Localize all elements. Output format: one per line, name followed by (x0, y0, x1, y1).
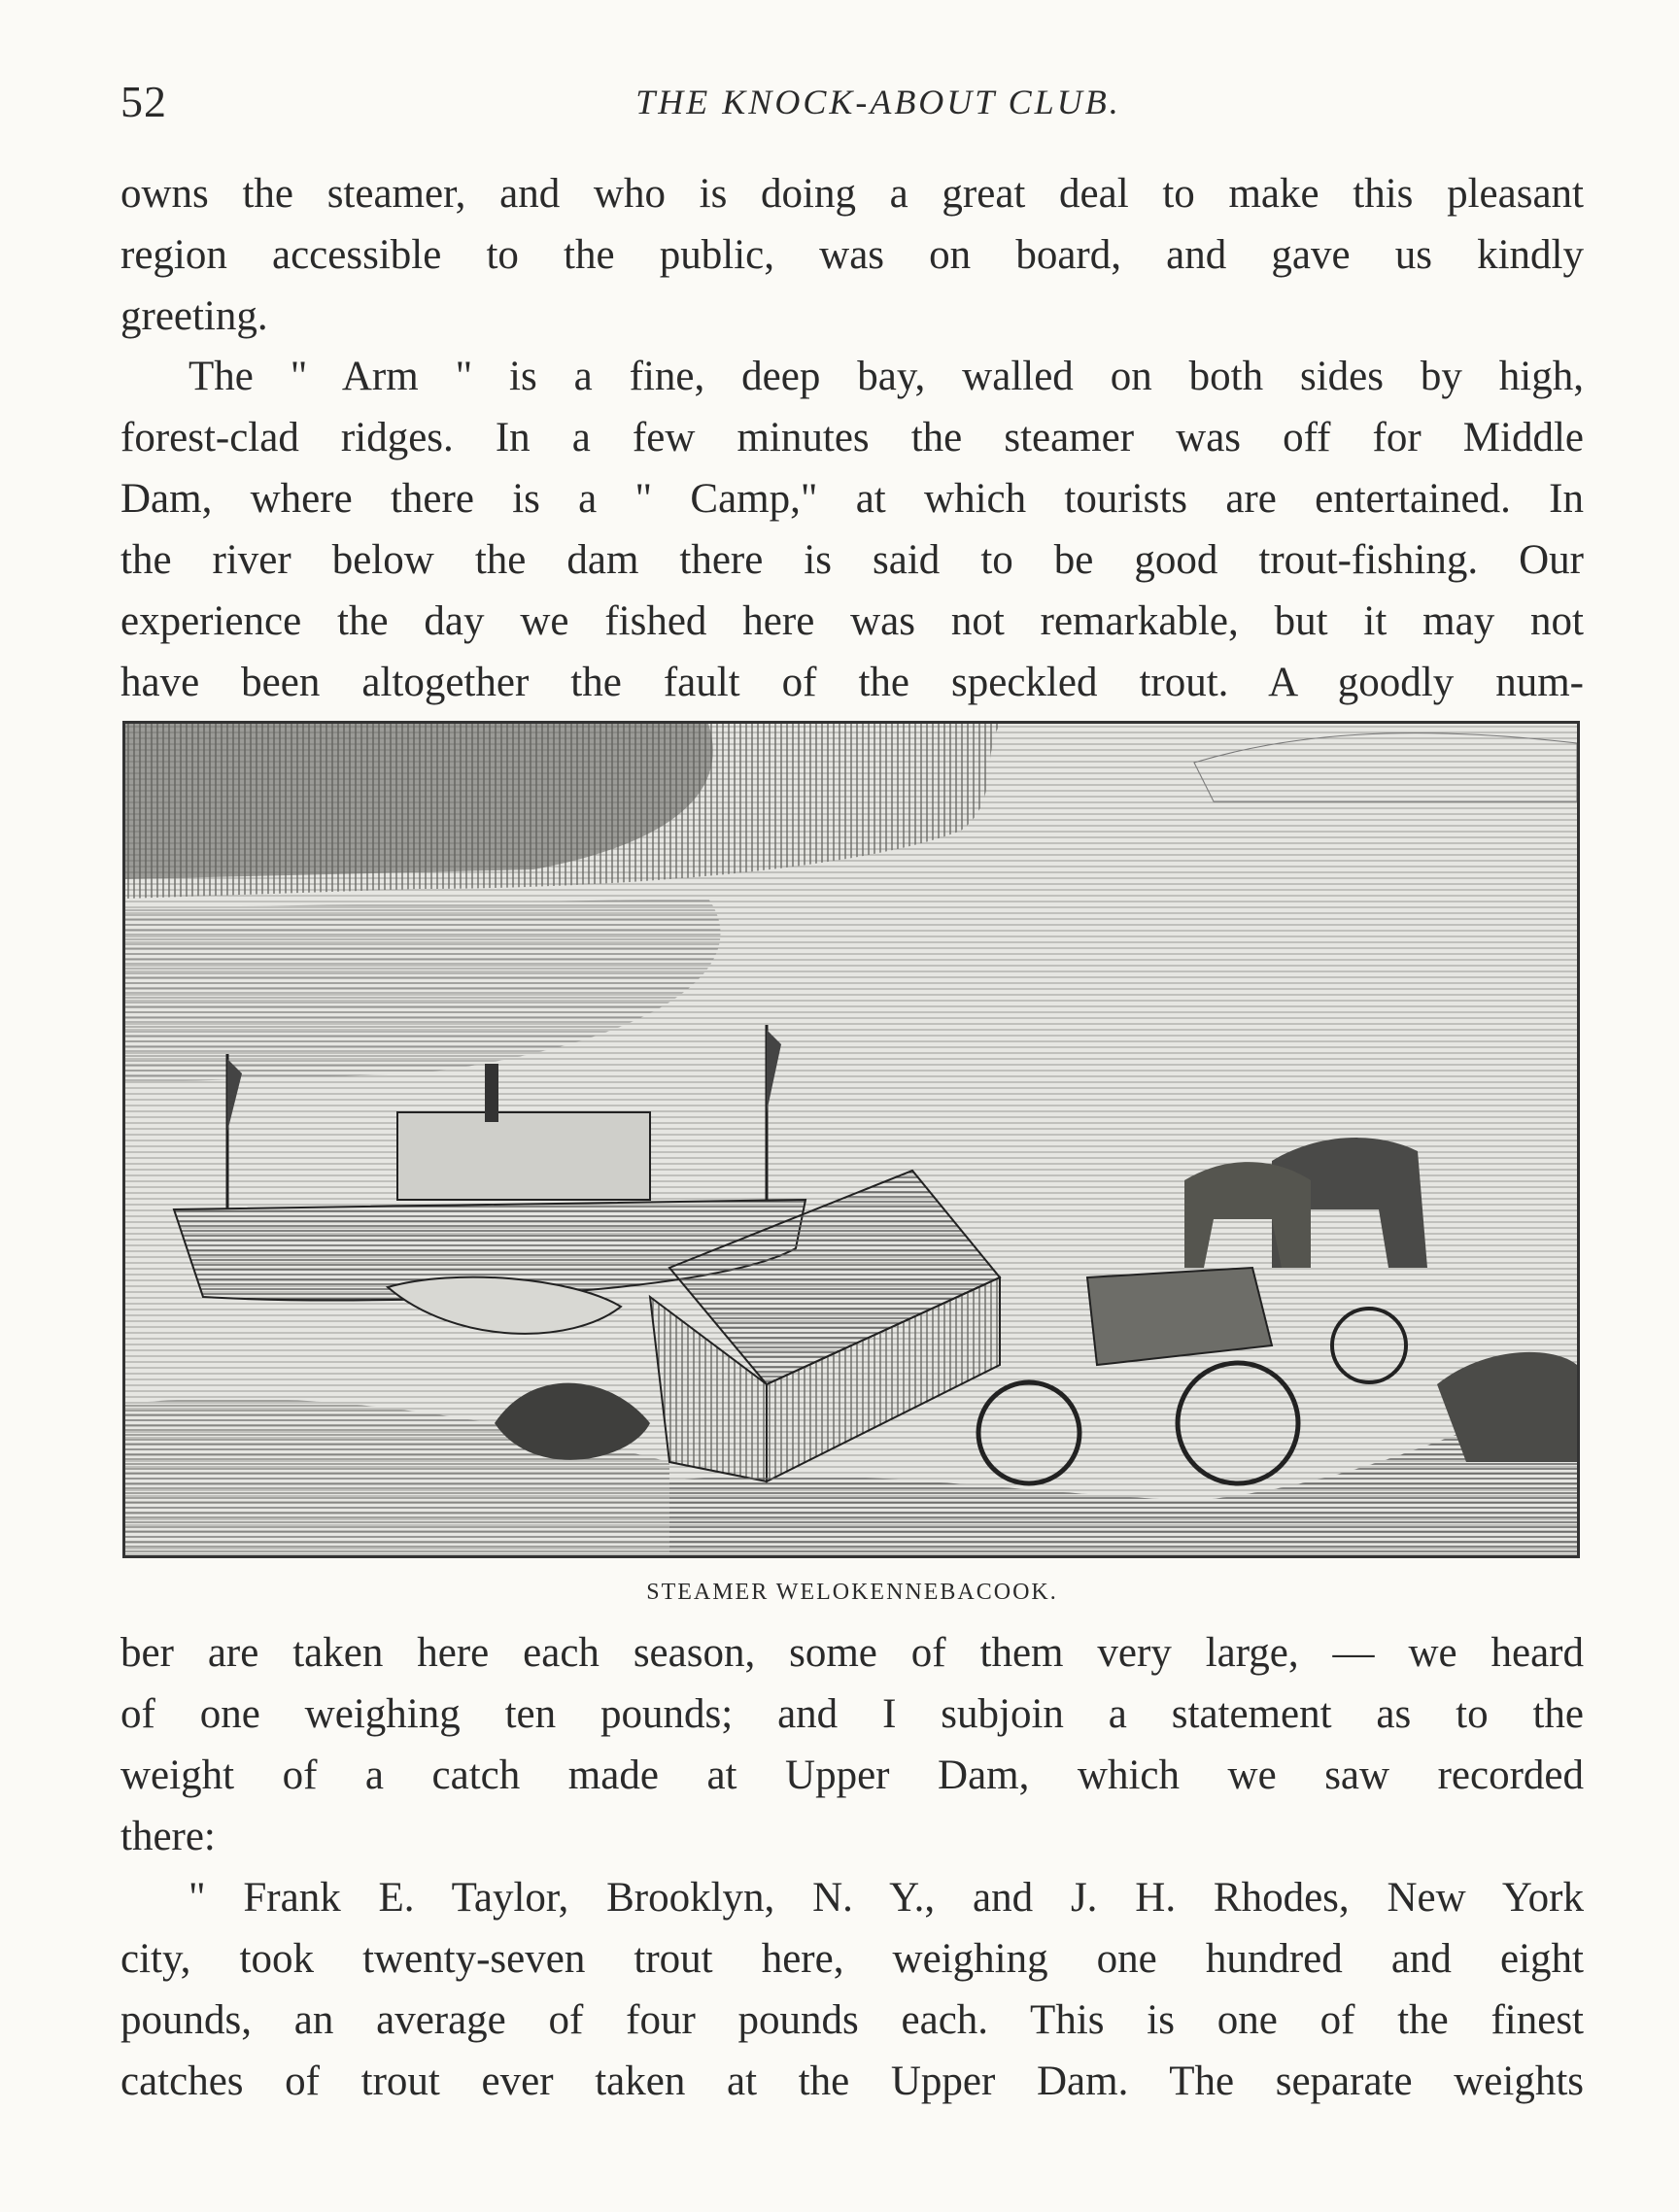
text-line: owns the steamer, and who is doing a great deal to make this pleasant (120, 171, 1584, 217)
text-line: The " Arm " is a fine, deep bay, walled on both sides by high, (188, 354, 1584, 399)
text-line: of one weighing ten pounds; and I subjoin a statement as to the (120, 1691, 1584, 1737)
text-line: " Frank E. Taylor, Brooklyn, N. Y., and J. H. Rhodes, New York (188, 1875, 1584, 1921)
page-header (120, 76, 1578, 134)
running-title: THE KNOCK-ABOUT CLUB. (635, 83, 1121, 121)
steamer-engraving (122, 721, 1580, 1558)
text-line: experience the day we fished here was not remarkable, but it may not (120, 598, 1584, 644)
text-line: region accessible to the public, was on board, and gave us kindly (120, 232, 1584, 278)
paragraph-4 (120, 1867, 1584, 2112)
text-line: have been altogether the fault of the speckled trout. A goodly num- (120, 660, 1584, 705)
page-number: 52 (120, 77, 167, 126)
paragraph-2 (120, 346, 1584, 713)
text-line: the river below the dam there is said to be good trout-fishing. Our (120, 537, 1584, 583)
text-line: Dam, where there is a " Camp," at which tourists are entertained. In (120, 476, 1584, 522)
text-line: weight of a catch made at Upper Dam, which we saw recorded (120, 1753, 1584, 1798)
text-line: pounds, an average of four pounds each. This is one of the finest (120, 1997, 1584, 2043)
paragraph-1 (120, 163, 1584, 347)
engraving-picture (125, 724, 1577, 1555)
text-line: greeting. (120, 293, 268, 339)
text-line: catches of trout ever taken at the Upper Dam. The separate weights (120, 2059, 1584, 2104)
text-line: ber are taken here each season, some of them very large, — we heard (120, 1630, 1584, 1676)
text-line: forest-clad ridges. In a few minutes the steamer was off for Middle (120, 415, 1584, 460)
illustration-caption: STEAMER WELOKENNEBACOOK. (646, 1580, 1058, 1605)
paragraph-3 (120, 1622, 1584, 1867)
text-line: city, took twenty-seven trout here, weighing one hundred and eight (120, 1936, 1584, 1982)
text-line: there: (120, 1814, 216, 1859)
